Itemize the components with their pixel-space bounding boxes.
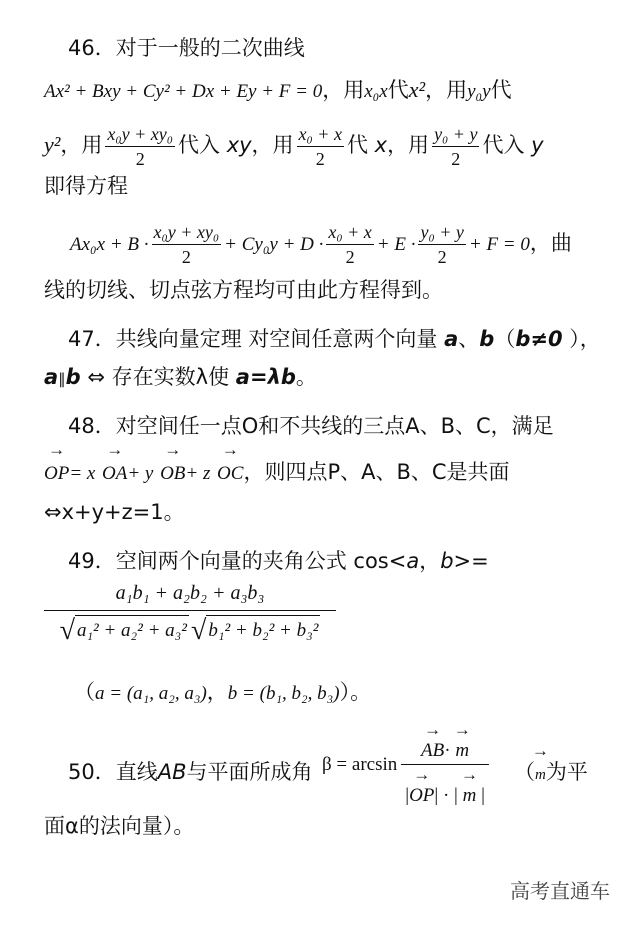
item-50-formula: β = arcsin → AB· → m |→ OP| · | → m | xyxy=(322,722,489,807)
item-46-line3: y²，用 $\frac{\text{x₀y + xy₀}}{2}$ 代入 xy，用 $\frac{\text{x₀ + x}}{2}$ 代 x，用 $\frac{\text{y₀ + y}}{2}$ 代入 y xyxy=(44,123,544,169)
item-47-title: 47．共线向量定理 对空间任意两个向量 a、b（b≠0 ）， xyxy=(68,327,601,351)
item-49-definitions: （a = (a₁, a₂, a₃)，b = (b₁, b₂, b₃)）。 xyxy=(74,680,372,704)
cosine-formula-numerator: a₁b₁ + a₂b₂ + a₃b₃ xyxy=(44,580,336,611)
general-quadratic-equation: Ax² + Bxy + Cy² + Dx + Ey + F = 0 xyxy=(44,81,323,102)
cosine-formula-denominator: √ a₁² + a₂² + a₃² √ b₁² + b₂² + b₃² xyxy=(59,614,319,646)
item-50-line2: 面α的法向量）。 xyxy=(44,814,195,838)
item-48-title: 48．对空间任一点O和不共线的三点A、B、C，满足 xyxy=(68,414,554,438)
item-46-title: 46．对于一般的二次曲线 xyxy=(68,36,305,60)
item-50-title: 50．直线AB与平面所成角 xyxy=(68,760,313,784)
item-46-equation: Ax₀x + B · $\frac{\text{x₀y + xy₀}}{2}$ + Cy₀y + D · $\frac{\text{x₀ + x}}{2}$ + E · $\frac{\text{y₀ + y}}{2}$ + F = 0，曲 xyxy=(70,221,572,267)
fraction-x0y-xy0: $\frac{\text{x₀y + xy₀}}{2}$ xyxy=(107,123,173,169)
item-46-line2: Ax² + Bxy + Cy² + Dx + Ey + F = 0，用x₀x代x²，用y₀y代 xyxy=(44,77,512,102)
fraction-y0-plus-y: $\frac{\text{y₀ + y}}{2}$ xyxy=(434,123,478,169)
item-47-line2: a∥b ⇔ 存在实数λ使 a=λb。 xyxy=(44,365,317,389)
item-50-note: （→ m为平 xyxy=(514,758,588,789)
item-49-title: 49．空间两个向量的夹角公式 cos<a，b>= xyxy=(68,549,489,573)
fraction-x0-plus-x: $\frac{\text{x₀ + x}}{2}$ xyxy=(298,123,342,169)
item-46-line4: 即得方程 xyxy=(44,174,128,198)
item-49-formula xyxy=(44,580,336,646)
item-48-vector-eq: → OP= x → OA+ y → OB+ z → OC，则四点P、A、B、C是共面 xyxy=(44,458,510,488)
watermark: 高考直通车 xyxy=(510,879,610,903)
item-46-line6: 线的切线、切点弦方程均可由此方程得到。 xyxy=(44,278,443,302)
item-48-condition: ⇔x+y+z=1。 xyxy=(44,500,185,524)
